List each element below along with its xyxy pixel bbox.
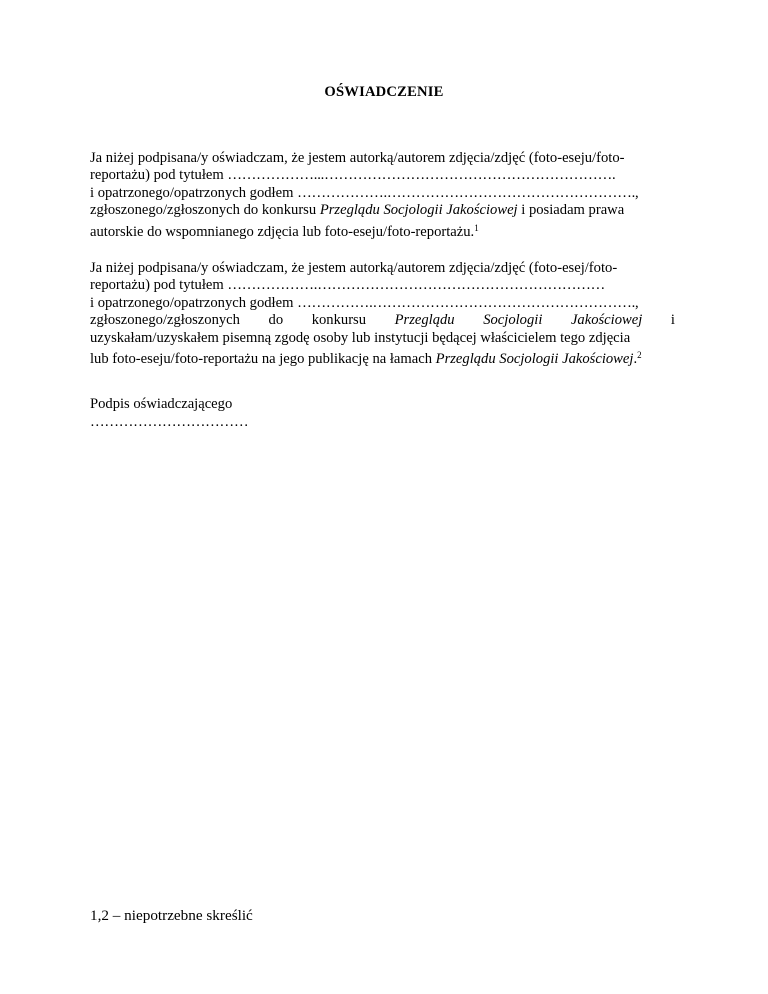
declaration-paragraph-1 [90, 150, 675, 241]
text-segment: i opatrzonego/opatrzonych godłem [90, 294, 298, 311]
fill-in-dots-title: ………………...……………………………………………………. [227, 167, 616, 184]
paragraph-1-line-1 [90, 150, 675, 167]
journal-name: Przeglądu Socjologii Jakościowej [319, 202, 518, 219]
text-segment: reportażu) pod tytułem [90, 277, 228, 294]
text-segment: reportażu) pod tytułem [90, 167, 228, 184]
document-title: OŚWIADCZENIE [324, 84, 444, 100]
fill-in-dots-motto: ……………….……………………………………………., [297, 184, 639, 201]
journal-name-word: Socjologii [483, 312, 543, 329]
text-segment: i opatrzonego/opatrzonych godłem [90, 184, 298, 201]
text-segment: i posiadam prawa [517, 202, 625, 219]
text-segment: autorskie do wspomnianego zdjęcia lub foto-eseju/foto-reportażu. [90, 223, 475, 240]
journal-name-word: Jakościowej [570, 312, 643, 329]
paragraph-2-line-1 [90, 260, 675, 277]
paragraph-2-line-4 [90, 312, 675, 329]
text-segment: . [633, 351, 638, 368]
text-word: do [268, 312, 284, 329]
text-segment: uzyskałam/uzyskałem pisemną zgodę osoby lub instytucji będącej właścicielem tego zdjęcia [90, 329, 631, 346]
signature-label: Podpis oświadczającego [90, 396, 233, 412]
journal-name: Przeglądu Socjologii Jakościowej [435, 351, 634, 368]
paragraph-2-line-3 [90, 295, 675, 312]
declaration-paragraph-2 [90, 260, 675, 368]
footnote-marker: 1 [474, 222, 479, 233]
paragraph-1-line-2 [90, 167, 675, 184]
fill-in-dots-motto: …………….………………………………………………., [297, 294, 639, 311]
footnote-marker: 2 [637, 350, 642, 361]
footnote-text: 1,2 – niepotrzebne skreślić [90, 907, 253, 924]
text-word: zgłoszonego/zgłoszonych [90, 312, 240, 329]
text-segment: Ja niżej podpisana/y oświadczam, że jestem autorką/autorem zdjęcia/zdjęć (foto-esej/foto- [90, 260, 618, 276]
signature-block [90, 395, 248, 431]
paragraph-1-line-3 [90, 185, 675, 202]
text-word: i [670, 312, 675, 329]
fill-in-dots-title: ……………….…………………………………………………… [227, 277, 606, 294]
text-word: konkursu [311, 312, 367, 329]
paragraph-1-line-4 [90, 202, 675, 219]
paragraph-2-line-5 [90, 330, 675, 347]
paragraph-1-line-5 [90, 220, 675, 241]
paragraph-2-line-2 [90, 277, 675, 294]
text-segment: lub foto-eseju/foto-reportażu na jego publikację na łamach [90, 351, 436, 368]
journal-name-word: Przeglądu [394, 312, 455, 329]
text-segment: Ja niżej podpisana/y oświadczam, że jestem autorką/autorem zdjęcia/zdjęć (foto-eseju/foto- [90, 150, 625, 166]
paragraph-2-line-6 [90, 347, 675, 368]
text-segment: zgłoszonego/zgłoszonych do konkursu [90, 202, 320, 219]
signature-line: …………………………… [90, 414, 249, 430]
